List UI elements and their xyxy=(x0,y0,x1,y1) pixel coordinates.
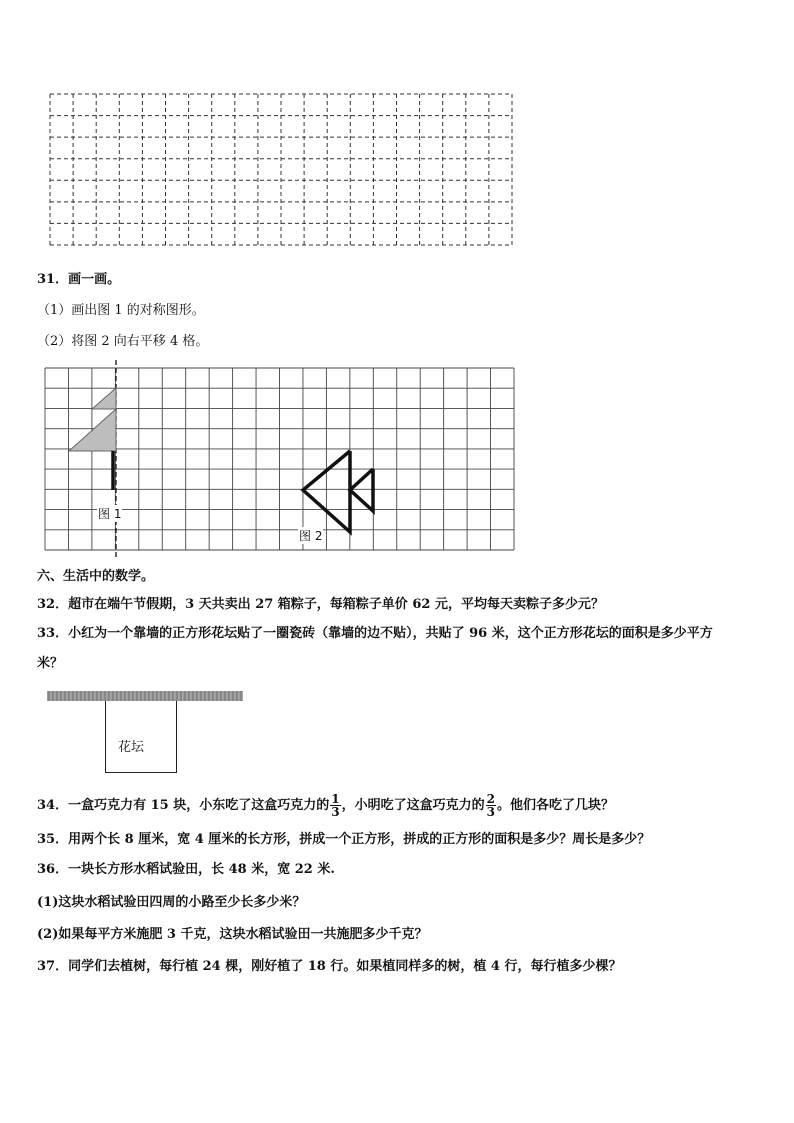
q35-text: 35．用两个长 8 厘米，宽 4 厘米的长方形，拼成一个正方形，拼成的正方形的面积是多少？周长是多少？ xyxy=(37,832,651,847)
section6-title: 六、生活中的数学。 xyxy=(37,569,155,584)
q34-text-b: ，小明吃了这盒巧克力的 xyxy=(341,798,485,813)
fraction-one-third: $\frac{1}{3}$ xyxy=(331,792,340,819)
fig1-shaded-triangle-top xyxy=(92,388,116,409)
fig2-label: 图 2 xyxy=(299,529,323,543)
fig2-small-triangle xyxy=(350,469,373,511)
q31-part2: （2）将图 2 向右平移 4 格。 xyxy=(37,334,209,349)
q33-line2: 米？ xyxy=(37,656,64,671)
fig1-shaded-triangle-bottom xyxy=(69,409,116,451)
dashed-grid xyxy=(0,0,794,260)
q31-title: 31．画一画。 xyxy=(37,272,121,287)
q36-part1: (1)这块水稻试验田四周的小路至少长多少米？ xyxy=(37,895,306,910)
fig1-label: 图 1 xyxy=(98,507,122,521)
wall xyxy=(47,691,243,701)
q34-text-a: 34．一盒巧克力有 15 块，小东吃了这盒巧克力的 xyxy=(37,798,330,813)
q34-text-c: 。他们各吃了几块？ xyxy=(496,798,614,813)
q36-part2: (2)如果每平方米施肥 3 千克，这块水稻试验田一共施肥多少千克？ xyxy=(37,927,428,942)
figure-grid xyxy=(0,360,794,560)
q33-line1: 33．小红为一个靠墙的正方形花坛贴了一圈瓷砖（靠墙的边不贴），共贴了 96 米，这个正方形花坛的面积是多少平方 xyxy=(37,626,713,641)
q31-part1: （1）画出图 1 的对称图形。 xyxy=(37,303,205,318)
q36-text: 36．一块长方形水稻试验田，长 48 米，宽 22 米. xyxy=(37,862,335,877)
q32-text: 32．超市在端午节假期，3 天共卖出 27 箱粽子，每箱粽子单价 62 元，平均每天卖粽子多少元？ xyxy=(37,597,604,612)
garden-label: 花坛 xyxy=(118,740,145,755)
q37-text: 37．同学们去植树，每行植 24 棵，刚好植了 18 行。如果植同样多的树，植 4 行，每行植多少棵？ xyxy=(37,959,622,974)
q34-text xyxy=(37,793,614,818)
fraction-two-thirds: $\frac{2}{3}$ xyxy=(486,792,495,819)
